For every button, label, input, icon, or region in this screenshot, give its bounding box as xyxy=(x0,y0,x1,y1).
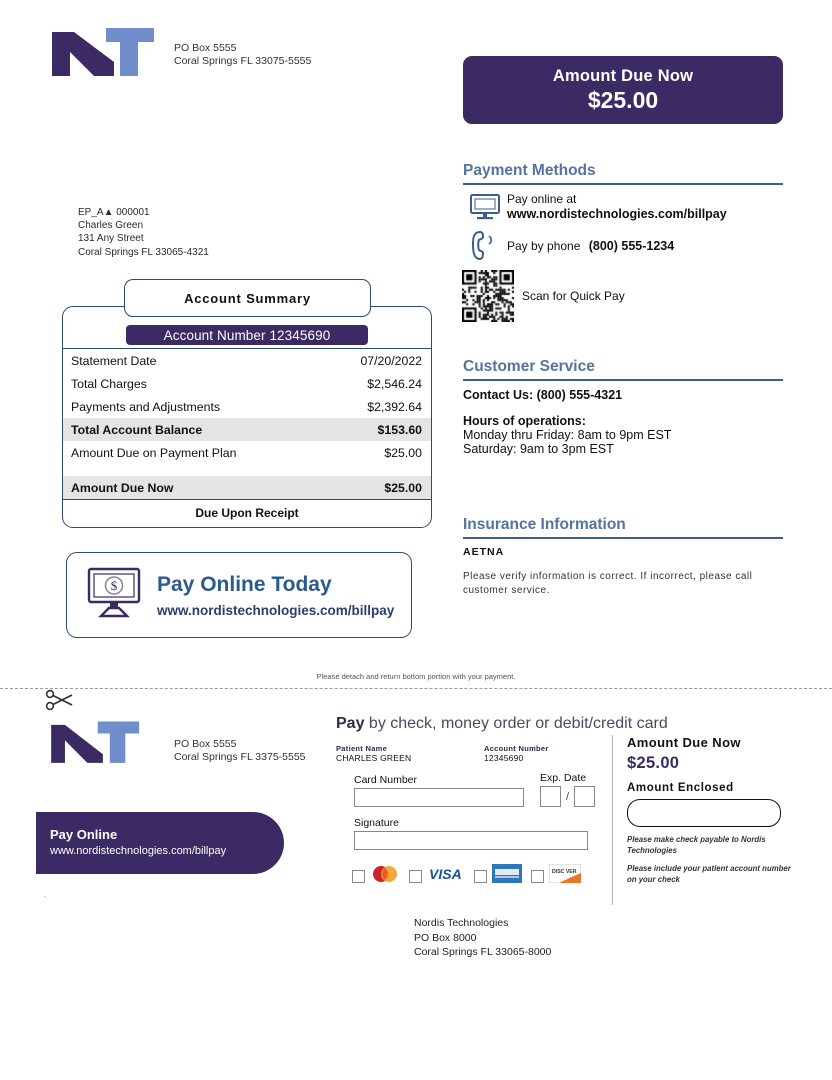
account-summary-title: Account Summary xyxy=(124,279,371,317)
customer-street: 131 Any Street xyxy=(78,233,144,245)
exp-date-slash: / xyxy=(566,790,570,803)
account-number-banner: Account Number 12345690 xyxy=(126,325,368,345)
account-summary-spacer xyxy=(63,464,431,476)
pay-online-pill[interactable] xyxy=(36,812,284,874)
payment-methods-section xyxy=(463,162,783,329)
stub-amount-due-value: $25.00 xyxy=(627,754,680,772)
company-po-box: PO Box 5555 xyxy=(174,42,237,54)
monitor-dollar-icon xyxy=(85,566,143,625)
card-number-label: Card Number xyxy=(354,774,418,786)
qr-pay-label: Scan for Quick Pay xyxy=(522,288,625,303)
card-number-input[interactable] xyxy=(354,788,524,807)
remit-line-1: Nordis Technologies xyxy=(414,917,509,929)
account-summary-row-value: $153.60 xyxy=(377,422,422,437)
remit-line-2: PO Box 8000 xyxy=(414,931,477,944)
stub-amount-panel xyxy=(612,735,792,905)
account-summary-row xyxy=(63,476,431,499)
account-summary-row-value: $25.00 xyxy=(384,445,422,460)
stub-pay-title xyxy=(336,715,668,733)
company-city-line: Coral Springs FL 33075-5555 xyxy=(174,55,312,67)
exp-date-label: Exp. Date xyxy=(540,772,587,784)
patient-name-value: CHARLES GREEN xyxy=(336,753,412,763)
hours-title: Hours of operations: xyxy=(463,414,586,428)
payment-methods-rule xyxy=(463,183,783,185)
qr-code-icon xyxy=(462,270,522,322)
account-summary-panel xyxy=(62,290,432,528)
stub-identity-row xyxy=(336,744,604,763)
amount-due-now-value: $25.00 xyxy=(587,86,659,113)
exp-month-input[interactable] xyxy=(540,786,561,807)
pay-by-phone-label: Pay by phone xyxy=(507,238,581,253)
customer-service-gap xyxy=(463,402,783,414)
pay-online-label: Pay online at xyxy=(507,192,577,206)
amount-enclosed-label: Amount Enclosed xyxy=(627,782,734,794)
stub-fields xyxy=(336,744,604,850)
account-summary-rows xyxy=(63,348,431,499)
stub-pay-title-rest: by check, money order or debit/credit card xyxy=(364,715,668,732)
pay-by-phone-number: (800) 555-1234 xyxy=(588,238,675,253)
qr-pay-row xyxy=(463,270,783,322)
account-summary-row-label: Total Charges xyxy=(71,376,147,391)
svg-text:DISC VER: DISC VER xyxy=(552,869,577,875)
hours-weekday: Monday thru Friday: 8am to 9pm EST xyxy=(463,428,672,442)
phone-icon xyxy=(463,229,507,263)
account-summary-row-label: Statement Date xyxy=(71,353,157,368)
pay-online-today-heading: Pay Online Today xyxy=(157,573,332,596)
signature-row xyxy=(354,817,604,850)
stub-mark: . xyxy=(44,890,47,899)
svg-text:$: $ xyxy=(110,577,118,593)
insurance-information-section xyxy=(463,516,783,598)
pay-online-row xyxy=(463,192,783,222)
stub-account-number-value: 12345690 xyxy=(484,753,524,763)
pay-online-today-box[interactable] xyxy=(66,552,412,638)
card-type-options xyxy=(352,864,590,888)
svg-text:VISA: VISA xyxy=(429,865,462,882)
card-number-row xyxy=(336,772,604,807)
visa-icon xyxy=(427,865,465,888)
scissors-icon xyxy=(42,688,82,719)
check-payable-note: Please make check payable to Nordis Technologies xyxy=(627,835,766,855)
account-summary-row-label: Payments and Adjustments xyxy=(71,399,221,414)
insurance-note: Please verify information is correct. If incorrect, please call customer service. xyxy=(463,571,753,596)
remittance-address xyxy=(414,916,551,960)
stub-account-number-label: Account Number xyxy=(484,744,549,753)
account-summary-row xyxy=(63,349,431,372)
account-summary-row-label: Amount Due Now xyxy=(71,480,174,495)
detach-line xyxy=(0,688,832,689)
customer-name: Charles Green xyxy=(78,220,144,232)
amount-due-now-label: Amount Due Now xyxy=(552,66,694,85)
company-address-top xyxy=(174,42,311,68)
visa-checkbox[interactable] xyxy=(409,870,422,883)
account-summary-row xyxy=(63,372,431,395)
discover-icon xyxy=(549,864,581,888)
american-express-icon xyxy=(492,864,522,888)
pay-by-phone-row xyxy=(463,229,783,263)
account-summary-row xyxy=(63,395,431,418)
remit-line-3: Coral Springs FL 33065-8000 xyxy=(414,946,552,958)
customer-service-section xyxy=(463,358,783,456)
signature-label: Signature xyxy=(354,817,399,829)
customer-service-contact: Contact Us: (800) 555-4321 xyxy=(463,388,623,402)
pay-online-pill-url[interactable]: www.nordistechnologies.com/billpay xyxy=(50,845,227,857)
account-summary-footer: Due Upon Receipt xyxy=(63,499,431,527)
insurance-rule xyxy=(463,537,783,539)
detach-note: Please detach and return bottom portion with your payment. xyxy=(316,672,516,681)
account-summary-row-value: 07/20/2022 xyxy=(360,353,422,368)
hours-saturday: Saturday: 9am to 3pm EST xyxy=(463,442,614,456)
account-summary-row-value: $25.00 xyxy=(384,480,422,495)
customer-mail-code: EP_A▲ 000001 xyxy=(78,207,150,218)
account-number-note: Please include your patient account number on your check xyxy=(627,864,791,884)
account-summary-row-label: Amount Due on Payment Plan xyxy=(71,445,237,460)
patient-name-label: Patient Name xyxy=(336,744,388,753)
customer-service-title: Customer Service xyxy=(463,358,595,375)
pay-online-today-url[interactable]: www.nordistechnologies.com/billpay xyxy=(157,603,395,618)
customer-address-block xyxy=(78,206,209,259)
pay-online-pill-title: Pay Online xyxy=(50,827,118,842)
company-logo-stub xyxy=(44,718,164,776)
customer-service-rule xyxy=(463,379,783,381)
account-summary-row-value: $2,546.24 xyxy=(367,376,422,391)
account-summary-row-label: Total Account Balance xyxy=(71,422,203,437)
insurance-title: Insurance Information xyxy=(463,516,626,533)
account-summary-row xyxy=(63,441,431,464)
amex-checkbox[interactable] xyxy=(474,870,487,883)
amount-due-now-badge xyxy=(463,56,783,124)
exp-date-group xyxy=(540,786,595,807)
stub-amount-due-label: Amount Due Now xyxy=(627,735,741,750)
company-po-box-stub: PO Box 5555 xyxy=(174,738,237,750)
stub-header xyxy=(44,718,306,776)
amount-enclosed-input[interactable] xyxy=(627,799,781,827)
mastercard-icon xyxy=(370,865,400,888)
customer-city-state-zip: Coral Springs FL 33065-4321 xyxy=(78,246,209,258)
monitor-icon xyxy=(463,193,507,221)
company-logo xyxy=(44,24,164,82)
account-summary-row xyxy=(63,418,431,441)
discover-checkbox[interactable] xyxy=(531,870,544,883)
payment-methods-title: Payment Methods xyxy=(463,162,596,179)
mastercard-checkbox[interactable] xyxy=(352,870,365,883)
pay-online-url[interactable]: www.nordistechnologies.com/billpay xyxy=(507,207,727,221)
statement-header xyxy=(44,24,311,82)
stub-pay-title-bold: Pay xyxy=(336,715,365,732)
signature-input[interactable] xyxy=(354,831,588,850)
company-city-line-stub: Coral Springs FL 3375-5555 xyxy=(174,751,306,763)
insurance-carrier: AETNA xyxy=(463,546,505,558)
exp-year-input[interactable] xyxy=(574,786,595,807)
company-address-stub xyxy=(174,738,306,764)
account-summary-row-value: $2,392.64 xyxy=(367,399,422,414)
